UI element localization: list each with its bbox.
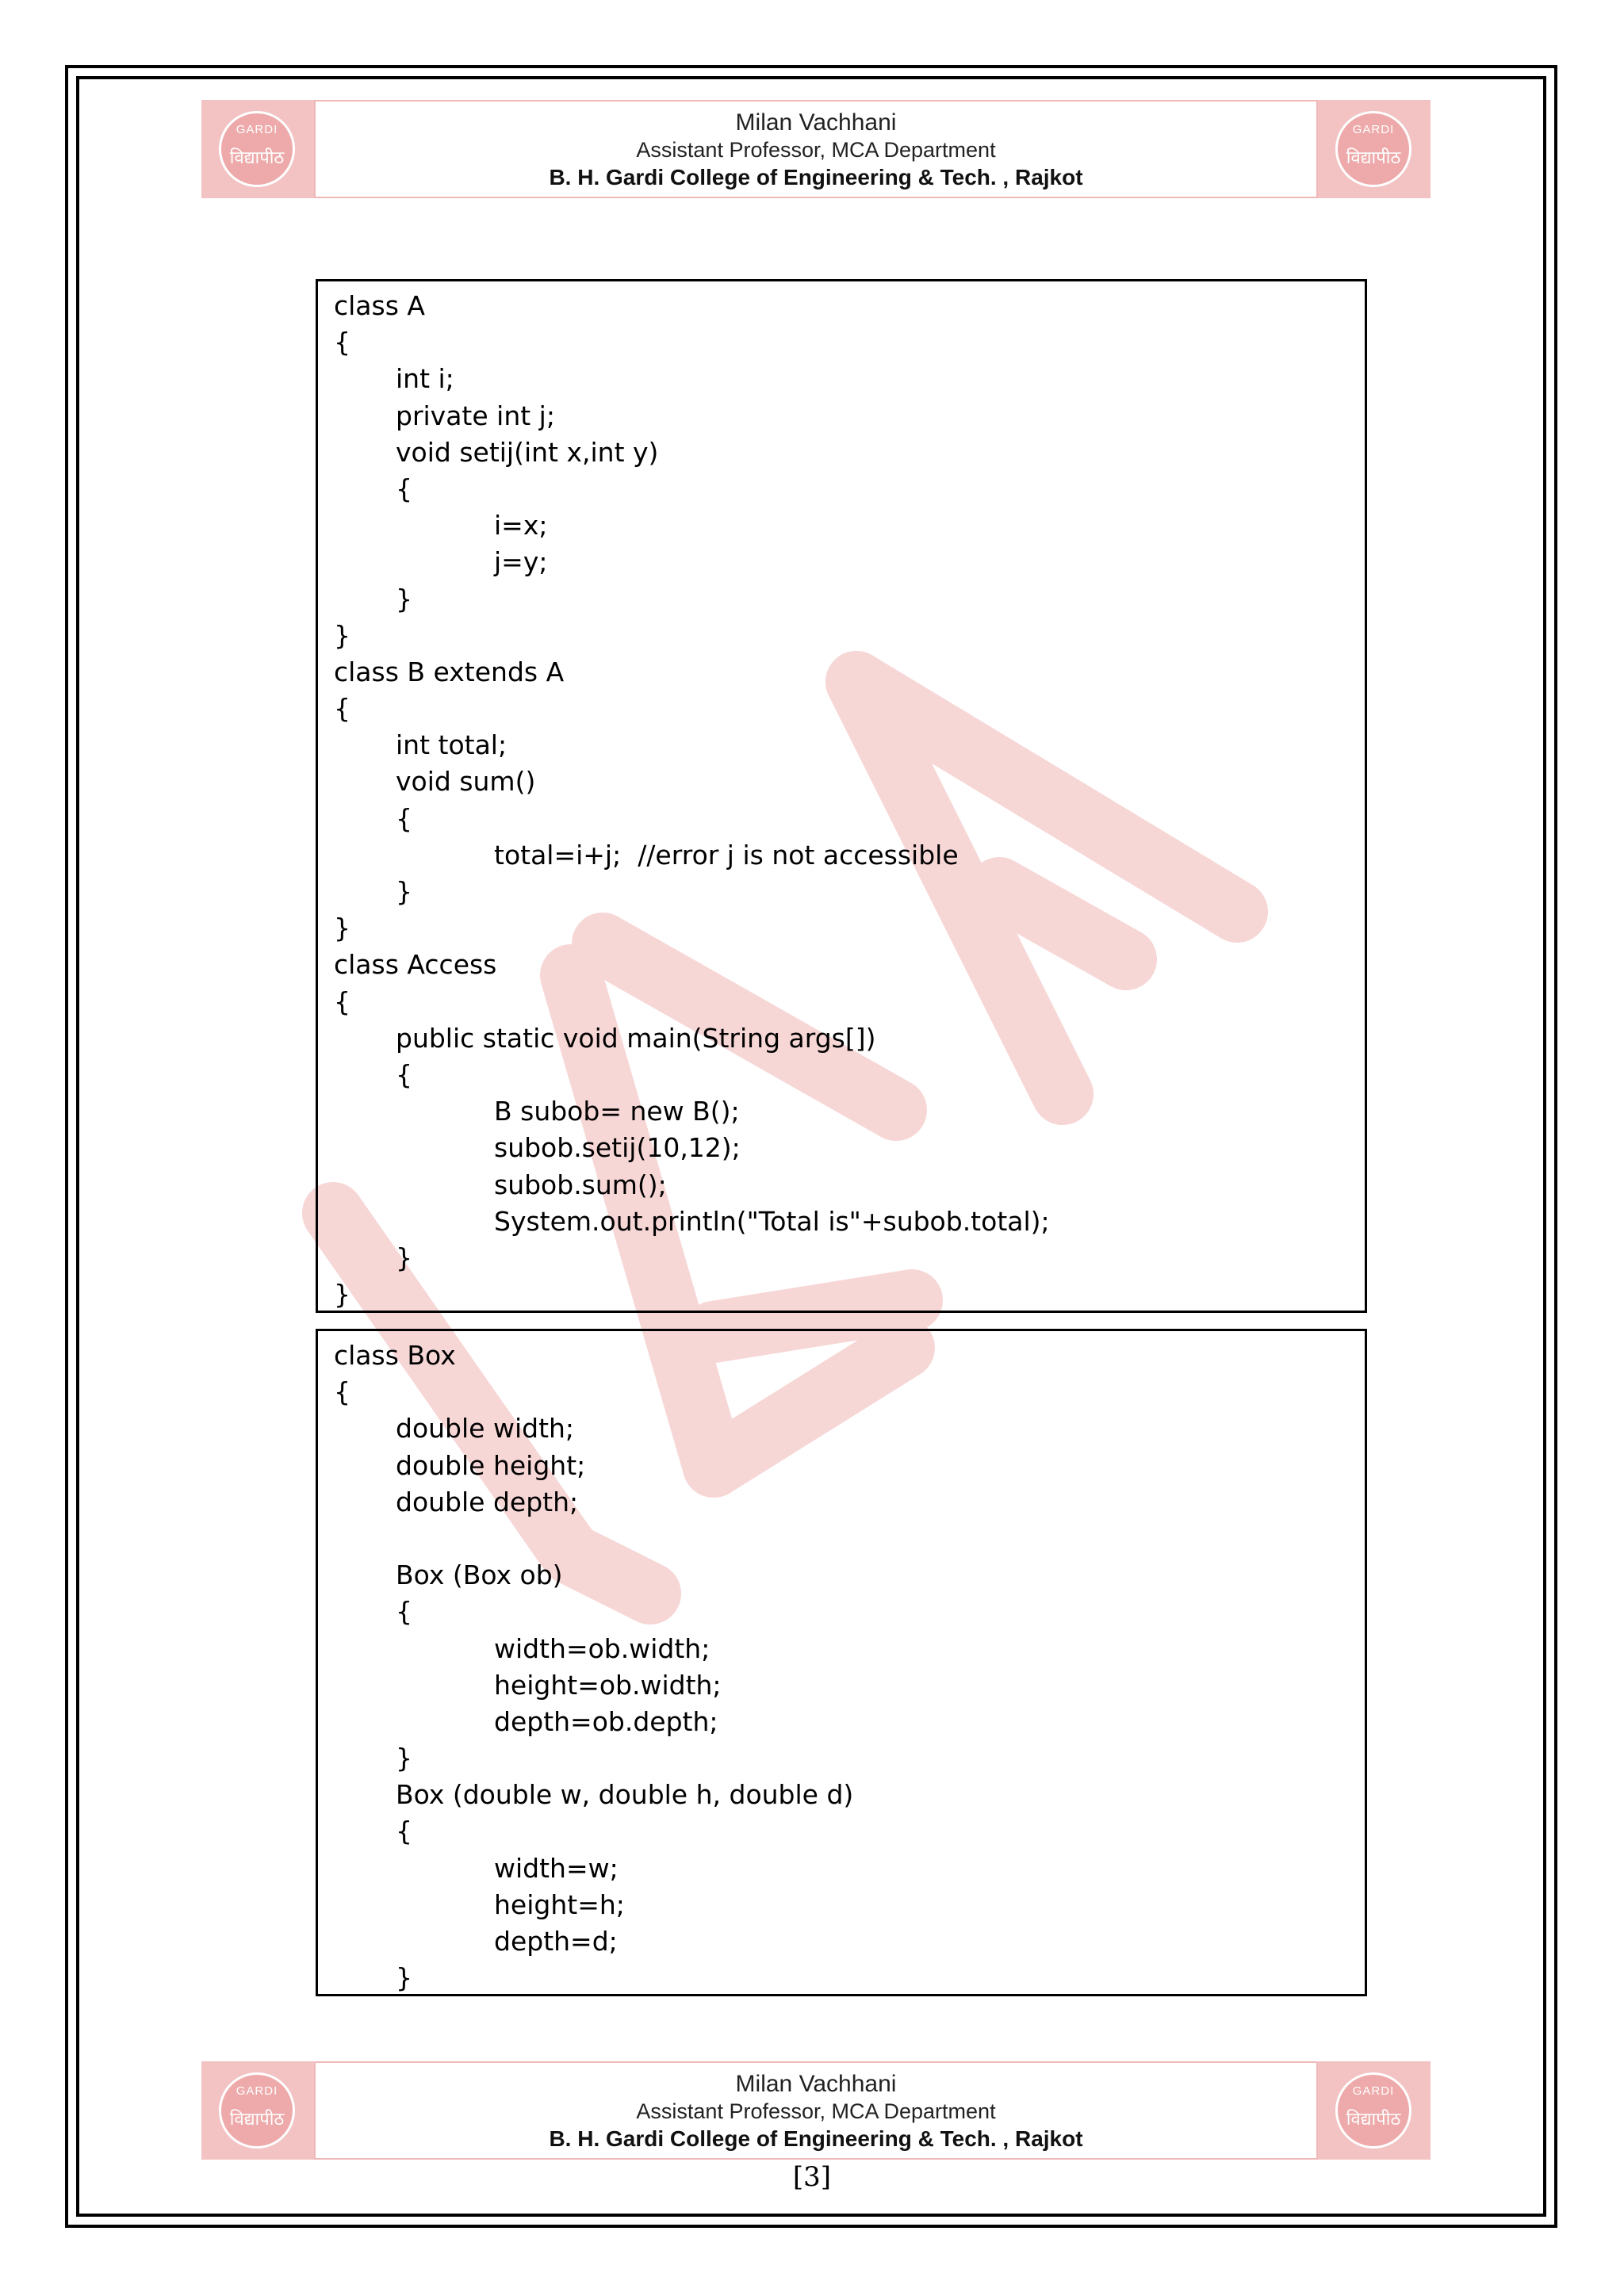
- code-line: j=y;: [494, 546, 548, 578]
- college-logo-left: [201, 100, 314, 198]
- code-line: height=h;: [494, 1888, 625, 1920]
- code-line: total=i+j; //error j is not accessible: [494, 839, 959, 871]
- logo-text: GARDI: [236, 2084, 278, 2098]
- code-line: double height;: [396, 1449, 586, 1481]
- code-line: public static void main(String args[]): [396, 1022, 876, 1054]
- code-line: System.out.println("Total is"+subob.total);: [494, 1205, 1050, 1237]
- code-block-box-constructors: [316, 1329, 1367, 1996]
- code-line: {: [396, 1596, 412, 1628]
- logo-subtext: विद्यापीठ: [229, 148, 285, 168]
- college-name: B. H. Gardi College of Engineering & Tech. , Rajkot: [549, 165, 1083, 189]
- logo-subtext: विद्यापीठ: [1346, 148, 1401, 168]
- code-line: subob.sum();: [494, 1169, 667, 1200]
- code-line: void sum(): [396, 766, 536, 798]
- code-line: {: [396, 802, 412, 834]
- code-block-inheritance-access: [316, 279, 1367, 1313]
- logo-emblem-icon: [219, 2072, 295, 2149]
- code-line: class Box: [334, 1340, 456, 1371]
- college-name: B. H. Gardi College of Engineering & Tech. , Rajkot: [549, 2126, 1083, 2151]
- code-line: width=ob.width;: [494, 1632, 710, 1664]
- code-line: depth=ob.depth;: [494, 1705, 718, 1737]
- code-line: {: [334, 693, 350, 725]
- code-line: {: [396, 473, 412, 504]
- page-header: [201, 100, 1431, 198]
- footer-text-box: [314, 2061, 1318, 2160]
- page-footer: [201, 2061, 1431, 2160]
- code-line: class B extends A: [334, 656, 565, 687]
- code-line: {: [396, 1816, 412, 1847]
- logo-text: GARDI: [1352, 2084, 1395, 2098]
- code-line: {: [334, 985, 350, 1017]
- code-line: depth=d;: [494, 1926, 618, 1957]
- code-line: double depth;: [396, 1486, 579, 1517]
- code-line: subob.setij(10,12);: [494, 1132, 741, 1164]
- author-role: Assistant Professor, MCA Department: [636, 138, 996, 162]
- code-line: private int j;: [396, 400, 555, 431]
- logo-emblem-icon: [219, 111, 295, 187]
- code-line: class A: [334, 290, 425, 321]
- code-line: int i;: [396, 363, 454, 395]
- code-line: int total;: [396, 729, 508, 761]
- code-line: Box (double w, double h, double d): [396, 1779, 854, 1811]
- code-line: i=x;: [494, 510, 548, 541]
- author-name: Milan Vachhani: [735, 109, 897, 136]
- code-line: }: [396, 876, 412, 907]
- logo-subtext: विद्यापीठ: [229, 2110, 285, 2130]
- code-line: }: [334, 619, 350, 651]
- code-line: {: [334, 327, 350, 358]
- code-line: }: [396, 1962, 412, 1994]
- college-logo-right: [1318, 100, 1431, 198]
- code-line: }: [334, 913, 350, 944]
- header-text-box: [314, 100, 1318, 198]
- logo-emblem-icon: [1335, 2072, 1411, 2149]
- code-line: double width;: [396, 1413, 575, 1445]
- college-logo-left: [201, 2061, 314, 2160]
- code-line: Box (Box ob): [396, 1559, 563, 1591]
- code-line: {: [396, 1058, 412, 1090]
- code-line: void setij(int x,int y): [396, 436, 659, 468]
- code-line: B subob= new B();: [494, 1096, 740, 1127]
- code-line: {: [334, 1376, 350, 1408]
- college-logo-right: [1318, 2061, 1431, 2160]
- author-role: Assistant Professor, MCA Department: [636, 2099, 996, 2123]
- code-line: [334, 1521, 853, 1557]
- logo-emblem-icon: [1335, 111, 1411, 187]
- code-line: }: [396, 1743, 412, 1774]
- code-line: }: [396, 583, 412, 614]
- code-line: }: [396, 1242, 412, 1273]
- logo-subtext: विद्यापीठ: [1346, 2110, 1401, 2130]
- page-number: [3]: [792, 2161, 832, 2193]
- logo-text: GARDI: [1352, 123, 1395, 136]
- code-lines: [334, 1337, 853, 1996]
- code-lines: [334, 288, 1050, 1313]
- code-line: }: [334, 1279, 350, 1311]
- code-line: class Access: [334, 949, 497, 981]
- code-line: width=w;: [494, 1852, 619, 1884]
- logo-text: GARDI: [236, 123, 278, 136]
- code-line: height=ob.width;: [494, 1669, 722, 1701]
- author-name: Milan Vachhani: [735, 2071, 897, 2097]
